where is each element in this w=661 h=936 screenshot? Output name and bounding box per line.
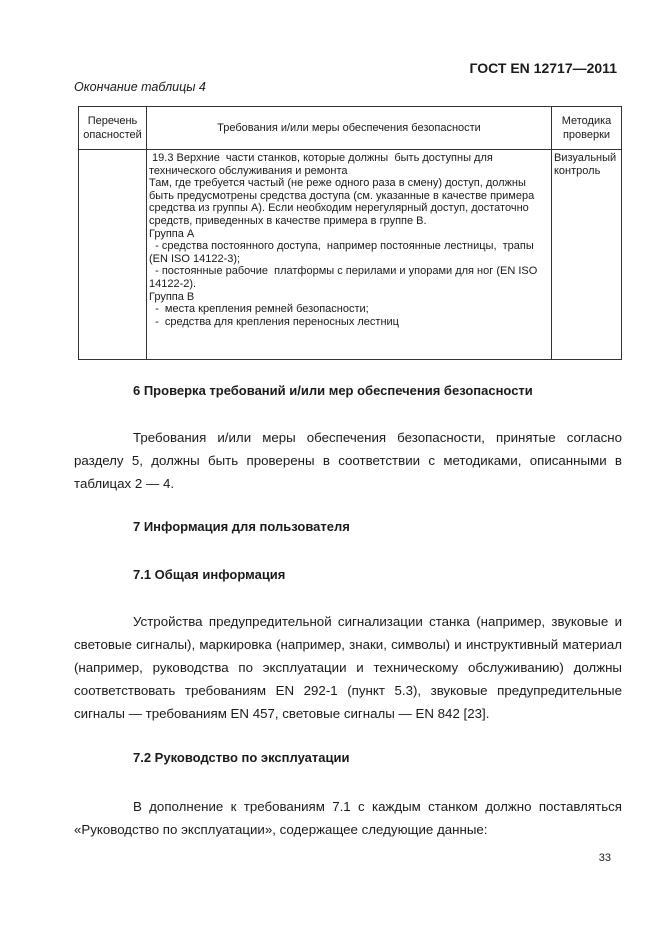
header-requirements: Требования и/или меры обеспечения безопасности: [147, 107, 552, 150]
requirement-line: Группа А: [149, 227, 195, 240]
section-7-title: 7 Информация для пользователя: [133, 519, 350, 534]
section-6-title: 6 Проверка требований и/или мер обеспечения безопасности: [133, 383, 533, 398]
requirement-line: (EN ISO 14122-3);: [149, 252, 241, 265]
section-7-1-title: 7.1 Общая информация: [133, 567, 286, 582]
document-code: ГОСТ EN 12717—2011: [469, 60, 617, 76]
requirement-line: - места крепления ремней безопасности;: [149, 303, 369, 316]
requirement-line: Там, где требуется частый (не реже одного раза в смену) доступ, должны: [149, 177, 526, 190]
requirement-line: - средства постоянного доступа, например постоянные лестницы, трапы: [149, 240, 534, 253]
table-header-row: [79, 107, 622, 150]
table-caption: Окончание таблицы 4: [74, 80, 206, 94]
requirement-line: быть предусмотрены средства доступа (см. указанные в качестве примера: [149, 189, 535, 202]
requirement-line: средств, приведенных в качестве примера в группе В.: [149, 214, 427, 227]
requirement-line: средства из группы А). Если необходим нерегулярный доступ, достаточно: [149, 202, 529, 215]
header-hazards: Перечень опасностей: [79, 107, 147, 150]
section-7-2-title: 7.2 Руководство по эксплуатации: [133, 750, 350, 765]
requirement-line: - средства для крепления переносных лестниц: [149, 315, 399, 328]
cell-method: Визуальный контроль: [552, 150, 622, 360]
table-row: [79, 150, 622, 360]
requirement-line: технического обслуживания и ремонта: [149, 164, 348, 177]
header-method: Методика проверки: [552, 107, 622, 150]
requirement-line: 14122-2).: [149, 277, 197, 290]
section-6-paragraph: Требования и/или меры обеспечения безопасности, принятые согласно разделу 5, должны быть проверены в соответствии с методиками, описанными в таблицах 2 — 4.: [74, 430, 622, 491]
page-number: 33: [598, 852, 611, 864]
section-7-1-paragraph: Устройства предупредительной сигнализации станка (например, звуковые и световые сигналы), маркировка (например, знаки, символы) и инструктивный материал (например, руководства по эксплуатации и техническому обслуживанию) должны соответствовать требованиям EN 292-1 (пункт 5.3), звуковые предупредительные сигналы — требованиям EN 457, световые сигналы — EN 842 [23].: [74, 614, 622, 721]
requirement-line: - постоянные рабочие платформы с перилами и упорами для ног (EN ISO: [149, 265, 538, 278]
requirement-line: 19.3 Верхние части станков, которые должны быть доступны для: [149, 152, 493, 164]
section-7-2-paragraph: В дополнение к требованиям 7.1 с каждым станком должно поставляться «Руководство по эксплуатации», содержащее следующие данные:: [74, 799, 622, 837]
cell-hazard: [79, 150, 147, 360]
requirements-table: [78, 106, 622, 360]
requirement-line: Группа В: [149, 290, 195, 303]
cell-requirements: [147, 150, 552, 360]
